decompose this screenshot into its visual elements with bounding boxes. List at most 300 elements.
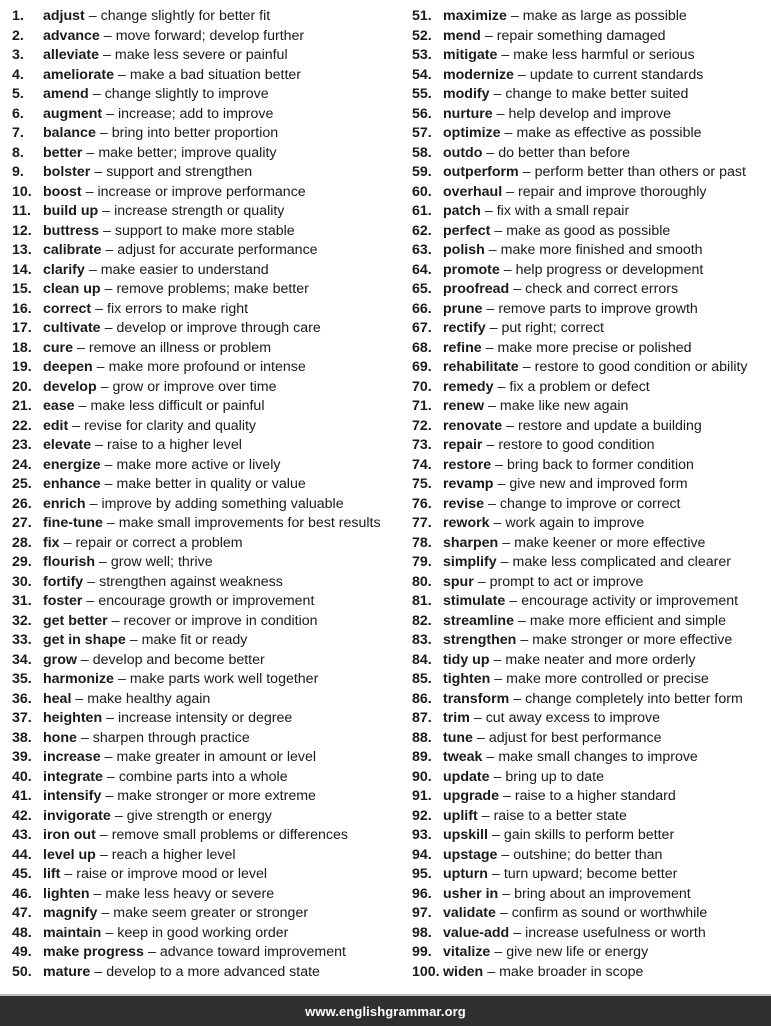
list-item	[12, 885, 402, 905]
item-word: outdo	[443, 144, 483, 161]
item-definition: reach a higher level	[111, 846, 236, 863]
list-item	[12, 592, 402, 612]
item-word: balance	[43, 125, 96, 141]
item-separator: –	[76, 339, 85, 356]
item-number: 32.	[12, 612, 32, 629]
item-word: deepen	[43, 359, 93, 375]
item-separator: –	[92, 86, 101, 102]
item-definition: improve by adding something valuable	[101, 495, 344, 512]
item-separator: –	[72, 417, 81, 434]
list-item	[412, 183, 771, 203]
item-word: boost	[43, 183, 82, 200]
item-number: 48.	[12, 924, 32, 941]
item-separator: –	[489, 320, 498, 336]
item-separator: –	[494, 671, 503, 687]
item-separator: –	[101, 905, 110, 921]
item-separator: –	[488, 398, 496, 414]
item-word: lighten	[43, 885, 90, 902]
item-word: sharpen	[443, 534, 499, 551]
item-word: harmonize	[43, 671, 114, 687]
item-definition: change to make better suited	[505, 86, 689, 102]
item-separator: –	[500, 554, 509, 570]
item-separator: –	[494, 944, 503, 960]
item-word: magnify	[43, 905, 98, 921]
item-separator: –	[102, 222, 111, 239]
item-definition: bring up to date	[505, 768, 605, 785]
item-number: 60.	[412, 183, 432, 200]
item-number: 7.	[12, 125, 24, 141]
item-definition: put right; correct	[501, 320, 604, 336]
item-word: trim	[443, 710, 470, 726]
item-separator: –	[103, 47, 111, 63]
item-definition: make more controlled or precise	[506, 671, 709, 687]
item-word: transform	[443, 690, 510, 707]
item-definition: change to improve or correct	[499, 495, 681, 512]
item-separator: –	[502, 534, 511, 551]
list-item	[12, 319, 402, 339]
item-number: 91.	[412, 788, 432, 804]
item-word: prune	[443, 300, 483, 317]
item-number: 40.	[12, 768, 32, 785]
item-number: 13.	[12, 242, 32, 258]
item-definition: perform better than others or past	[534, 164, 746, 180]
item-separator: –	[522, 164, 531, 180]
item-word: cure	[43, 339, 73, 356]
item-definition: make less severe or painful	[114, 47, 288, 63]
item-separator: –	[104, 320, 113, 336]
item-number: 86.	[412, 690, 432, 707]
item-number: 15.	[12, 281, 32, 297]
item-number: 4.	[12, 66, 24, 83]
item-word: clarify	[43, 261, 85, 278]
list-item	[12, 865, 402, 885]
list-item	[412, 261, 771, 281]
item-definition: help progress or development	[515, 261, 704, 278]
item-separator: –	[100, 378, 109, 395]
list-item	[12, 943, 402, 963]
item-word: promote	[443, 261, 500, 278]
item-separator: –	[484, 203, 493, 219]
item-number: 52.	[412, 27, 432, 44]
list-item	[12, 144, 402, 164]
item-separator: –	[499, 905, 508, 921]
item-definition: make as good as possible	[506, 222, 671, 239]
item-separator: –	[487, 963, 496, 980]
item-word: enrich	[43, 495, 86, 512]
item-definition: make less harmful or serious	[513, 47, 695, 63]
item-word: refine	[443, 339, 482, 356]
item-separator: –	[510, 8, 519, 24]
list-item	[12, 690, 402, 710]
item-definition: develop and become better	[92, 651, 265, 668]
item-definition: make better; improve quality	[98, 144, 277, 161]
item-definition: make small improvements for best results	[118, 515, 381, 531]
item-definition: fix with a small repair	[496, 203, 630, 219]
item-number: 64.	[412, 261, 432, 278]
list-item	[12, 456, 402, 476]
list-item	[12, 46, 402, 66]
item-number: 16.	[12, 300, 32, 317]
item-number: 69.	[412, 359, 432, 375]
list-item	[412, 943, 771, 963]
list-item	[12, 846, 402, 866]
item-number: 24.	[12, 456, 32, 473]
item-number: 26.	[12, 495, 32, 512]
item-word: nurture	[443, 105, 493, 122]
item-word: revise	[443, 495, 485, 512]
item-separator: –	[75, 690, 84, 707]
item-definition: check and correct errors	[525, 281, 679, 297]
item-separator: –	[476, 729, 485, 746]
item-number: 65.	[412, 281, 432, 297]
item-definition: restore and update a building	[518, 417, 702, 434]
item-definition: give new and improved form	[509, 476, 688, 492]
item-number: 1.	[12, 8, 24, 24]
item-definition: revise for clarity and quality	[84, 417, 257, 434]
item-word: hone	[43, 729, 77, 746]
item-separator: –	[63, 534, 72, 551]
item-definition: sharpen through practice	[92, 729, 250, 746]
item-word: better	[43, 144, 83, 161]
item-word: tweak	[443, 749, 483, 765]
list-item	[412, 651, 771, 671]
item-number: 51.	[412, 8, 432, 24]
item-number: 58.	[412, 144, 432, 161]
item-word: streamline	[443, 612, 514, 629]
item-number: 33.	[12, 632, 32, 648]
item-definition: remove parts to improve growth	[498, 300, 698, 317]
item-definition: update to current standards	[529, 66, 704, 83]
footer-bar	[0, 994, 771, 1026]
item-definition: recover or improve in condition	[123, 612, 318, 629]
list-item	[12, 378, 402, 398]
list-item	[12, 612, 402, 632]
item-definition: make as large as possible	[522, 8, 687, 24]
item-word: upturn	[443, 866, 488, 882]
item-number: 57.	[412, 125, 432, 141]
item-separator: –	[88, 8, 97, 24]
item-word: build up	[43, 203, 99, 219]
item-separator: –	[89, 495, 98, 512]
item-separator: –	[129, 632, 138, 648]
list-item	[12, 241, 402, 261]
item-number: 96.	[412, 885, 432, 902]
item-definition: make stronger or more effective	[532, 632, 733, 648]
list-item	[412, 202, 771, 222]
list-item	[12, 85, 402, 105]
item-separator: –	[485, 339, 494, 356]
item-separator: –	[105, 788, 114, 804]
item-definition: increase usefulness or worth	[525, 924, 706, 941]
item-word: tighten	[443, 671, 491, 687]
item-definition: increase or improve performance	[97, 183, 306, 200]
item-number: 47.	[12, 905, 32, 921]
list-item	[412, 612, 771, 632]
list-item	[12, 475, 402, 495]
item-number: 71.	[412, 398, 432, 414]
item-definition: give new life or energy	[506, 944, 649, 960]
item-definition: make more profound or intense	[108, 359, 306, 375]
list-item	[12, 768, 402, 788]
item-number: 93.	[412, 827, 432, 843]
item-definition: make as effective as possible	[516, 125, 702, 141]
item-word: fortify	[43, 573, 84, 590]
item-number: 20.	[12, 378, 32, 395]
item-number: 55.	[412, 86, 432, 102]
item-number: 5.	[12, 86, 24, 102]
item-number: 37.	[12, 710, 32, 726]
list-item	[412, 378, 771, 398]
item-separator: –	[117, 66, 126, 83]
item-word: revamp	[443, 476, 494, 492]
item-definition: make seem greater or stronger	[113, 905, 309, 921]
list-item	[412, 417, 771, 437]
item-word: vitalize	[443, 944, 491, 960]
item-word: enhance	[43, 476, 101, 492]
item-word: fine-tune	[43, 515, 103, 531]
item-word: upstage	[443, 846, 498, 863]
item-number: 90.	[412, 768, 432, 785]
list-item	[12, 553, 402, 573]
item-number: 28.	[12, 534, 32, 551]
item-separator: –	[513, 924, 522, 941]
item-definition: grow well; thrive	[110, 554, 213, 570]
item-separator: –	[85, 183, 94, 200]
list-item	[12, 27, 402, 47]
item-word: lift	[43, 866, 61, 882]
item-word: invigorate	[43, 807, 111, 824]
item-number: 31.	[12, 593, 32, 609]
item-definition: repair and improve thoroughly	[518, 183, 707, 200]
item-number: 75.	[412, 476, 432, 492]
list-item	[12, 7, 402, 27]
list-item	[12, 417, 402, 437]
item-word: modify	[443, 86, 490, 102]
item-separator: –	[501, 846, 510, 863]
item-separator: –	[87, 573, 96, 590]
list-item	[412, 144, 771, 164]
list-item	[12, 183, 402, 203]
item-definition: give strength or energy	[126, 807, 272, 824]
item-definition: support to make more stable	[114, 222, 295, 239]
item-number: 98.	[412, 924, 432, 941]
item-number: 42.	[12, 807, 32, 824]
item-definition: remove problems; make better	[116, 281, 309, 297]
item-separator: –	[99, 827, 108, 843]
item-word: outperform	[443, 164, 519, 180]
item-number: 23.	[12, 437, 32, 453]
item-number: 74.	[412, 456, 432, 473]
list-item	[12, 514, 402, 534]
item-definition: bring about an improvement	[514, 885, 691, 902]
list-item	[412, 963, 771, 983]
item-definition: increase strength or quality	[114, 203, 285, 219]
item-separator: –	[522, 359, 531, 375]
item-separator: –	[99, 125, 108, 141]
item-word: ameliorate	[43, 66, 114, 83]
list-item	[412, 456, 771, 476]
item-separator: –	[104, 456, 113, 473]
item-definition: outshine; do better than	[513, 846, 663, 863]
list-item	[12, 709, 402, 729]
item-separator: –	[491, 866, 500, 882]
item-number: 62.	[412, 222, 432, 239]
item-separator: –	[497, 476, 506, 492]
item-number: 87.	[412, 710, 432, 726]
item-word: widen	[443, 963, 484, 980]
list-item	[12, 202, 402, 222]
item-number: 77.	[412, 515, 432, 531]
item-separator: –	[78, 398, 87, 414]
list-item	[12, 963, 402, 983]
list-item	[412, 495, 771, 515]
list-item	[412, 319, 771, 339]
item-definition: remove small problems or differences	[111, 827, 348, 843]
item-definition: make stronger or more extreme	[117, 788, 316, 804]
item-word: integrate	[43, 768, 103, 785]
item-number: 89.	[412, 749, 432, 765]
item-separator: –	[493, 515, 502, 531]
list-item	[412, 553, 771, 573]
list-item	[412, 46, 771, 66]
item-number: 30.	[12, 573, 32, 590]
item-definition: raise to a higher level	[107, 437, 242, 453]
list-item	[412, 66, 771, 86]
item-number: 94.	[412, 846, 432, 863]
item-word: grow	[43, 651, 77, 668]
item-word: renew	[443, 398, 485, 414]
item-word: bolster	[43, 164, 91, 180]
item-separator: –	[106, 515, 115, 531]
list-item	[12, 631, 402, 651]
item-number: 79.	[412, 554, 432, 570]
item-number: 88.	[412, 729, 432, 746]
item-separator: –	[94, 164, 103, 180]
item-number: 8.	[12, 144, 24, 161]
item-separator: –	[86, 593, 95, 609]
item-word: usher in	[443, 885, 499, 902]
item-separator: –	[503, 261, 512, 278]
item-separator: –	[517, 612, 526, 629]
item-definition: prompt to act or improve	[489, 573, 644, 590]
item-definition: repair or correct a problem	[75, 534, 243, 551]
item-number: 34.	[12, 651, 32, 668]
list-item	[412, 690, 771, 710]
item-number: 41.	[12, 788, 32, 804]
item-word: buttress	[43, 222, 99, 239]
list-item	[412, 768, 771, 788]
item-number: 18.	[12, 339, 32, 356]
item-number: 54.	[412, 66, 432, 83]
item-definition: make healthy again	[87, 690, 211, 707]
item-separator: –	[93, 885, 102, 902]
item-separator: –	[513, 690, 522, 707]
list-item	[412, 222, 771, 242]
item-word: augment	[43, 105, 103, 122]
list-item	[12, 904, 402, 924]
item-definition: make less complicated and clearer	[512, 554, 731, 570]
item-word: rehabilitate	[443, 359, 519, 375]
item-word: optimize	[443, 125, 501, 141]
item-separator: –	[104, 749, 113, 765]
item-separator: –	[106, 710, 115, 726]
item-number: 9.	[12, 164, 24, 180]
item-separator: –	[64, 866, 73, 882]
item-separator: –	[477, 573, 486, 590]
item-number: 83.	[412, 632, 432, 648]
item-word: uplift	[443, 807, 478, 824]
item-definition: strengthen against weakness	[99, 573, 283, 590]
item-definition: make parts work well together	[129, 671, 319, 687]
item-separator: –	[491, 827, 500, 843]
item-separator: –	[520, 632, 529, 648]
item-definition: increase intensity or degree	[118, 710, 293, 726]
item-number: 39.	[12, 749, 32, 765]
footer-url[interactable]: www.englishgrammar.org	[305, 1003, 466, 1019]
item-definition: make greater in amount or level	[116, 749, 316, 765]
item-word: update	[443, 768, 490, 785]
item-definition: make small changes to improve	[498, 749, 698, 765]
item-word: heighten	[43, 710, 103, 726]
list-item	[12, 748, 402, 768]
item-separator: –	[80, 729, 89, 746]
item-word: upskill	[443, 827, 488, 843]
item-number: 73.	[412, 437, 432, 453]
item-definition: raise or improve mood or level	[76, 866, 268, 882]
item-separator: –	[95, 300, 103, 317]
item-definition: raise to a higher standard	[514, 788, 676, 804]
item-separator: –	[496, 105, 505, 122]
list-item	[412, 7, 771, 27]
item-word: flourish	[43, 554, 96, 570]
item-number: 63.	[412, 242, 432, 258]
item-word: alleviate	[43, 47, 100, 63]
item-word: proofread	[443, 281, 510, 297]
item-number: 19.	[12, 359, 32, 375]
item-separator: –	[486, 749, 495, 765]
item-number: 17.	[12, 320, 32, 336]
item-number: 46.	[12, 885, 32, 902]
item-definition: repair something damaged	[496, 27, 666, 44]
item-number: 78.	[412, 534, 432, 551]
item-separator: –	[488, 242, 497, 258]
item-number: 53.	[412, 47, 432, 63]
item-number: 61.	[412, 203, 432, 219]
list-item	[412, 241, 771, 261]
item-separator: –	[80, 651, 89, 668]
item-number: 92.	[412, 807, 432, 824]
item-number: 29.	[12, 554, 32, 570]
item-number: 12.	[12, 222, 32, 239]
item-definition: make better in quality or value	[116, 476, 306, 492]
item-number: 68.	[412, 339, 432, 356]
list-item	[412, 105, 771, 125]
item-definition: combine parts into a whole	[118, 768, 288, 785]
item-number: 76.	[412, 495, 432, 512]
item-number: 70.	[412, 378, 432, 395]
item-separator: –	[106, 768, 115, 785]
item-word: develop	[43, 378, 97, 395]
item-number: 81.	[412, 593, 432, 609]
item-word: strengthen	[443, 632, 517, 648]
item-definition: change slightly for better fit	[100, 8, 271, 24]
item-word: increase	[43, 749, 101, 765]
item-word: edit	[43, 417, 69, 434]
item-word: iron out	[43, 827, 96, 843]
item-definition: bring back to former condition	[507, 456, 694, 473]
item-separator: –	[486, 144, 495, 161]
item-word: validate	[443, 905, 496, 921]
